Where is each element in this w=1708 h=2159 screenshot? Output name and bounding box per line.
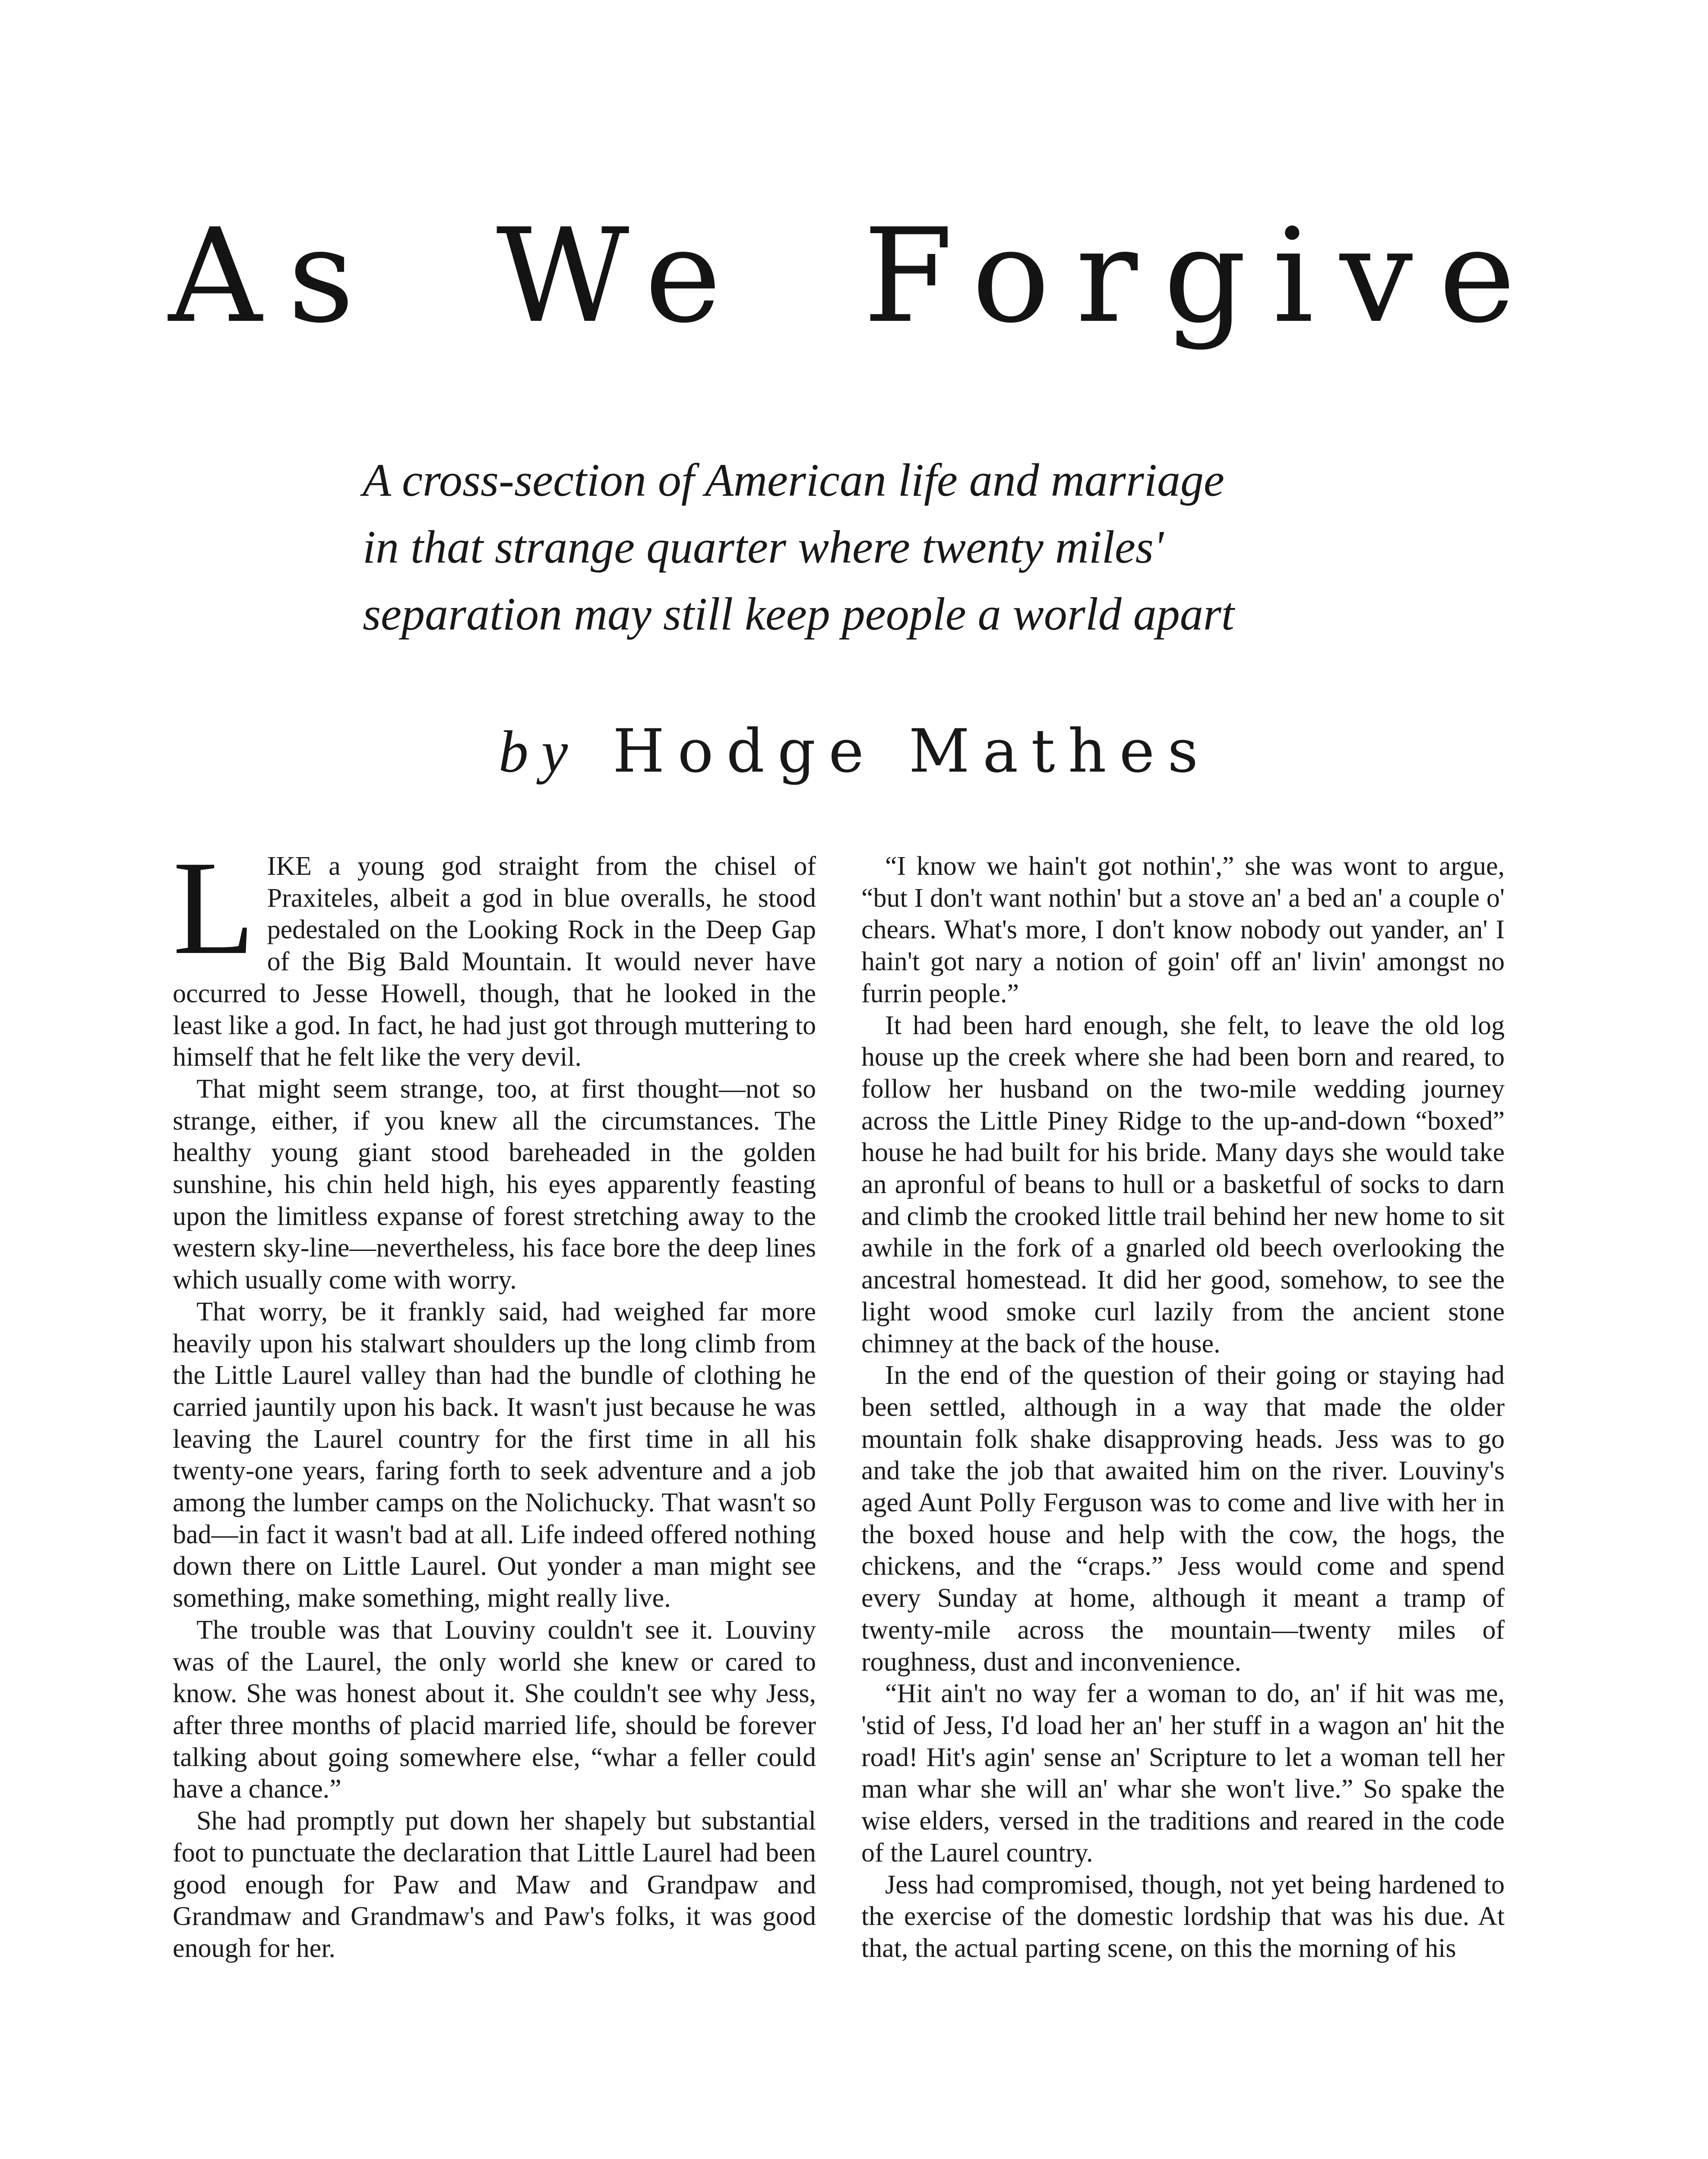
paragraph: In the end of the question of their going or staying had been settled, although in a way that made the older mountain folk shake disapproving heads. Jess was to go and take the job that awaited him on the river. Louviny's aged Aunt Polly Ferguson was to come and live with her in the boxed house and help with the cow, the hogs, the chickens, and the “craps.” Jess would come and spend every Sunday at home, although it meant a tramp of twenty-mile across the mountain—twenty miles of roughness, dust and inconvenience. — [861, 1361, 1505, 1677]
paragraph: Jess had compromised, though, not yet being hardened to the exercise of the domestic lordship that was his due. At that, the actual parting scene, on this the morning of his — [861, 1870, 1505, 1963]
lead-caps: IKE — [267, 852, 312, 881]
paragraph-text: a young god straight from the chisel of Praxiteles, albeit a god in blue overalls, he stood pedestaled on the Looking Rock in the Deep Gap of the Big Bald Mountain. It would never have occurred to Jesse Howell, though, that he looked in the least like a god. In fact, he had just got through muttering to himself that he felt like the very devil. — [173, 852, 816, 1072]
paragraph: She had promptly put down her shapely but substantial foot to punctuate the declaration that Little Laurel had been good enough for Paw and Maw and Grandpaw and Grandmaw and Grandmaw's and Paw's folks, it was good enough for her. — [173, 1806, 816, 1963]
left-column — [173, 833, 816, 1965]
paragraph: That might seem strange, too, at first thought—not so strange, either, if you knew all the circumstances. The healthy young giant stood bareheaded in the golden sunshine, his chin held high, his eyes apparently feasting upon the limitless expanse of forest stretching away to the western sky-line—nevertheless, his face bore the deep lines which usually come with worry. — [173, 1074, 816, 1295]
right-column — [861, 851, 1505, 1965]
paragraph: It had been hard enough, she felt, to leave the old log house up the creek where she had been born and reared, to follow her husband on the two-mile wedding journey across the Little Piney Ridge to the up-and-down “boxed” house he had built for his bride. Many days she would take an apronful of beans to hull or a basketful of socks to darn and climb the crooked little trail behind her new home to sit awhile in the fork of a gnarled old beech overlooking the ancestral homestead. It did her good, somehow, to see the light wood smoke curl lazily from the ancient stone chimney at the back of the house. — [861, 1010, 1505, 1358]
byline — [423, 715, 1287, 788]
subtitle-line: A cross-section of American life and marriage — [363, 455, 1224, 506]
subtitle-line: in that strange quarter where twenty miles' — [363, 522, 1164, 573]
paragraph: “I know we hain't got nothin',” she was wont to argue, “but I don't want nothin' but a stove an' a bed an' a couple o' chears. What's more, I don't know nobody out yander, an' I hain't got nary a notion of goin' off an' livin' amongst no furrin people.” — [861, 852, 1505, 1008]
paragraph: “Hit ain't no way fer a woman to do, an' if hit was me, 'stid of Jess, I'd load her an' her stuff in a wagon an' hit the road! Hit's agin' sense an' Scripture to let a woman tell her man whar she will an' whar she won't live.” So spake the wise elders, versed in the traditions and reared in the code of the Laurel country. — [861, 1679, 1505, 1868]
subtitle-line: separation may still keep people a world apart — [363, 589, 1234, 640]
title-word: Forgive — [863, 201, 1541, 351]
paragraph: The trouble was that Louviny couldn't see it. Louviny was of the Laurel, the only world she knew or cared to know. She was honest about it. She couldn't see why Jess, after three months of placid married life, should be forever talking about going somewhere else, “whar a feller could have a chance.” — [173, 1615, 816, 1804]
paragraph — [173, 833, 816, 1073]
paragraph: That worry, be it frankly said, had weighed far more heavily upon his stalwart shoulders up the long climb from the Little Laurel valley than had the bundle of clothing he carried jauntily upon his back. It wasn't just because he was leaving the Laurel country for the first time in all his twenty-one years, faring forth to seek adventure and a job among the lumber camps on the Nolichucky. That wasn't so bad—in fact it wasn't bad at all. Life indeed offered nothing down there on Little Laurel. Out yonder a man might see something, make something, might really live. — [173, 1297, 816, 1613]
author-name: Hodge Mathes — [613, 716, 1211, 786]
article-title — [168, 199, 1541, 354]
byline-prefix: by — [498, 719, 581, 785]
drop-cap: L — [173, 833, 255, 982]
title-word: As — [168, 201, 380, 351]
title-word: We — [496, 201, 747, 351]
article-subtitle — [363, 447, 1330, 648]
